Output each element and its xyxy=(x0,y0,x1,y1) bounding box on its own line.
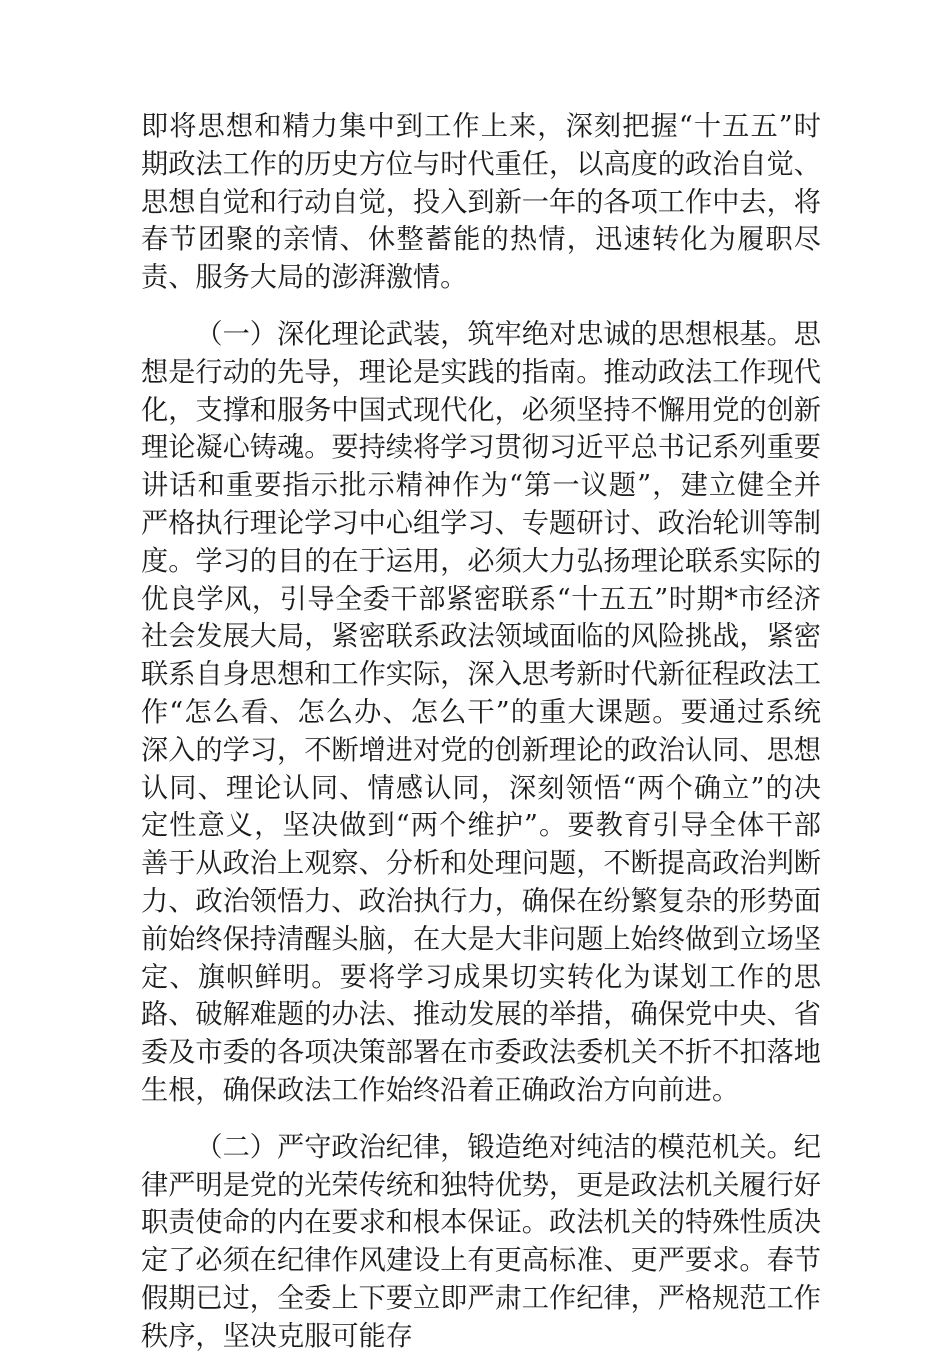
document-body xyxy=(141,108,821,1356)
paragraph-section-2: （二）严守政治纪律，锻造绝对纯洁的模范机关。纪律严明是党的光荣传统和独特优势，更是政法机关履行好职责使命的内在要求和根本保证。政法机关的特殊性质决定了必须在纪律作风建设上有更高标准、更严要求。春节假期已过，全委上下要立即严肃工作纪律，严格规范工作秩序，坚决克服可能存 xyxy=(141,1131,821,1352)
paragraph-continuation: 即将思想和精力集中到工作上来，深刻把握“十五五”时期政法工作的历史方位与时代重任，以高度的政治自觉、思想自觉和行动自觉，投入到新一年的各项工作中去，将春节团聚的亲情、休整蓄能的热情，迅速转化为履职尽责、服务大局的澎湃激情。 xyxy=(141,111,821,294)
paragraph-section-1: （一）深化理论武装，筑牢绝对忠诚的思想根基。思想是行动的先导，理论是实践的指南。推动政法工作现代化，支撑和服务中国式现代化，必须坚持不懈用党的创新理论凝心铸魂。要持续将学习贯彻习近平总书记系列重要讲话和重要指示批示精神作为“第一议题”，建立健全并严格执行理论学习中心组学习、专题研讨、政治轮训等制度。学习的目的在于运用，必须大力弘扬理论联系实际的优良学风，引导全委干部紧密联系“十五五”时期*市经济社会发展大局，紧密联系政法领域面临的风险挑战，紧密联系自身思想和工作实际，深入思考新时代新征程政法工作“怎么看、怎么办、怎么干”的重大课题。要通过系统深入的学习，不断增进对党的创新理论的政治认同、思想认同、理论认同、情感认同，深刻领悟“两个确立”的决定性意义，坚决做到“两个维护”。要教育引导全体干部善于从政治上观察、分析和处理问题，不断提高政治判断力、政治领悟力、政治执行力，确保在纷繁复杂的形势面前始终保持清醒头脑，在大是大非问题上始终做到立场坚定、旗帜鲜明。要将学习成果切实转化为谋划工作的思路、破解难题的办法、推动发展的举措，确保党中央、省委及市委的各项决策部署在市委政法委机关不折不扣落地生根，确保政法工作始终沿着正确政治方向前进。 xyxy=(141,318,821,1106)
